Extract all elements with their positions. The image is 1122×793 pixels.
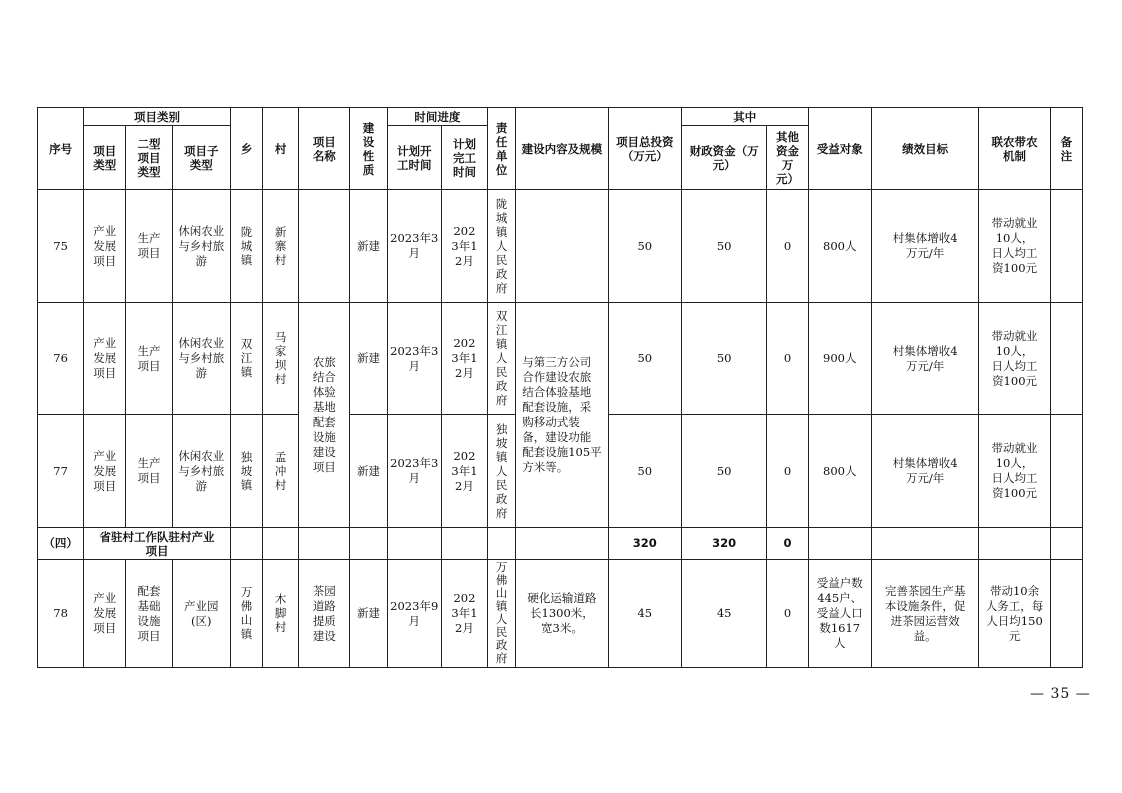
cell-fiscal: 50 xyxy=(681,303,766,415)
section-row xyxy=(38,528,1083,560)
cell-start: 2023年3月 xyxy=(387,303,441,415)
header-other: 其他资金万元） xyxy=(767,126,808,190)
header-proj-name: 项目名称 xyxy=(299,108,350,190)
cell-proj-name-shared: 农旅结合体验基地配套设施建设项目 xyxy=(299,303,350,528)
header-plan-end: 计划完工时间 xyxy=(441,126,487,190)
cell-end: 2023年12月 xyxy=(441,560,487,668)
cell-nature: 新建 xyxy=(350,415,387,528)
cell-unit: 陇城镇人民政府 xyxy=(488,190,516,303)
header-goal: 绩效目标 xyxy=(871,108,979,190)
cell-total: 50 xyxy=(608,303,681,415)
header-row-1 xyxy=(38,108,1083,126)
table-row xyxy=(38,303,1083,415)
cell-proj-type: 产业发展项目 xyxy=(84,190,126,303)
table-row xyxy=(38,190,1083,303)
page-number: — 35 — xyxy=(1030,686,1091,702)
section-other: 0 xyxy=(767,528,808,560)
cell-township: 陇城镇 xyxy=(230,190,262,303)
header-fiscal: 财政资金（万元） xyxy=(681,126,766,190)
cell-mechanism: 带动就业10人，日人均工资100元 xyxy=(979,303,1050,415)
cell-proj-name: 茶园道路提质建设 xyxy=(299,560,350,668)
cell-other: 0 xyxy=(767,415,808,528)
cell-content-shared: 与第三方公司合作建设农旅结合体验基地配套设施，采购移动式装备，建设功能配套设施105平方米等。 xyxy=(516,303,608,528)
cell-nature: 新建 xyxy=(350,190,387,303)
cell-type2: 生产项目 xyxy=(126,303,172,415)
cell-proj-name xyxy=(299,190,350,303)
cell-unit: 独坡镇人民政府 xyxy=(488,415,516,528)
project-table xyxy=(37,107,1083,668)
cell-village: 马家坝村 xyxy=(263,303,299,415)
header-remarks: 备注 xyxy=(1050,108,1082,190)
cell-proj-type: 产业发展项目 xyxy=(84,303,126,415)
cell-nature: 新建 xyxy=(350,560,387,668)
cell-township: 独坡镇 xyxy=(230,415,262,528)
header-beneficiary: 受益对象 xyxy=(808,108,871,190)
cell-subtype: 休闲农业与乡村旅游 xyxy=(172,415,230,528)
cell-seq: 77 xyxy=(38,415,84,528)
cell-unit: 双江镇人民政府 xyxy=(488,303,516,415)
cell-subtype: 休闲农业与乡村旅游 xyxy=(172,190,230,303)
cell-total: 45 xyxy=(608,560,681,668)
cell-end: 2023年12月 xyxy=(441,190,487,303)
section-name: 省驻村工作队驻村产业项目 xyxy=(84,528,231,560)
header-village: 村 xyxy=(263,108,299,190)
cell-remarks xyxy=(1050,303,1082,415)
header-plan-start: 计划开工时间 xyxy=(387,126,441,190)
cell-remarks xyxy=(1050,190,1082,303)
cell-unit: 万佛山镇人民政府 xyxy=(488,560,516,668)
cell-start: 2023年3月 xyxy=(387,190,441,303)
cell-goal: 完善茶园生产基本设施条件，促进茶园运营效益。 xyxy=(871,560,979,668)
header-proj-type: 项目类型 xyxy=(84,126,126,190)
header-subtype: 项目子类型 xyxy=(172,126,230,190)
cell-content xyxy=(516,190,608,303)
cell-type2: 生产项目 xyxy=(126,190,172,303)
header-seq: 序号 xyxy=(38,108,84,190)
cell-township: 双江镇 xyxy=(230,303,262,415)
cell-mechanism: 带动10余人务工，每人日均150元 xyxy=(979,560,1050,668)
cell-beneficiary: 800人 xyxy=(808,415,871,528)
cell-remarks xyxy=(1050,560,1082,668)
section-total: 320 xyxy=(608,528,681,560)
header-type2: 二型项目类型 xyxy=(126,126,172,190)
header-content: 建设内容及规模 xyxy=(516,108,608,190)
cell-fiscal: 50 xyxy=(681,190,766,303)
cell-fiscal: 50 xyxy=(681,415,766,528)
header-township: 乡 xyxy=(230,108,262,190)
cell-other: 0 xyxy=(767,303,808,415)
cell-beneficiary: 受益户数445户、受益人口数1617人 xyxy=(808,560,871,668)
section-fiscal: 320 xyxy=(681,528,766,560)
cell-start: 2023年9月 xyxy=(387,560,441,668)
cell-subtype: 休闲农业与乡村旅游 xyxy=(172,303,230,415)
cell-goal: 村集体增收4万元/年 xyxy=(871,190,979,303)
cell-start: 2023年3月 xyxy=(387,415,441,528)
cell-seq: 76 xyxy=(38,303,84,415)
header-mechanism: 联农带农机制 xyxy=(979,108,1050,190)
header-category: 项目类别 xyxy=(84,108,231,126)
header-unit: 责任单位 xyxy=(488,108,516,190)
cell-fiscal: 45 xyxy=(681,560,766,668)
cell-seq: 78 xyxy=(38,560,84,668)
cell-goal: 村集体增收4万元/年 xyxy=(871,303,979,415)
cell-total: 50 xyxy=(608,415,681,528)
cell-proj-type: 产业发展项目 xyxy=(84,415,126,528)
cell-proj-type: 产业发展项目 xyxy=(84,560,126,668)
cell-village: 孟冲村 xyxy=(263,415,299,528)
cell-type2: 配套基础设施项目 xyxy=(126,560,172,668)
cell-other: 0 xyxy=(767,190,808,303)
cell-goal: 村集体增收4万元/年 xyxy=(871,415,979,528)
cell-subtype: 产业园(区) xyxy=(172,560,230,668)
cell-remarks xyxy=(1050,415,1082,528)
header-progress: 时间进度 xyxy=(387,108,487,126)
cell-nature: 新建 xyxy=(350,303,387,415)
cell-end: 2023年12月 xyxy=(441,303,487,415)
header-nature: 建设性质 xyxy=(350,108,387,190)
cell-other: 0 xyxy=(767,560,808,668)
header-total: 项目总投资（万元） xyxy=(608,108,681,190)
cell-mechanism: 带动就业10人，日人均工资100元 xyxy=(979,415,1050,528)
cell-mechanism: 带动就业10人，日人均工资100元 xyxy=(979,190,1050,303)
cell-village: 木脚村 xyxy=(263,560,299,668)
cell-end: 2023年12月 xyxy=(441,415,487,528)
header-among: 其中 xyxy=(681,108,808,126)
cell-village: 新寨村 xyxy=(263,190,299,303)
cell-total: 50 xyxy=(608,190,681,303)
section-label: （四） xyxy=(38,528,84,560)
cell-type2: 生产项目 xyxy=(126,415,172,528)
cell-content: 硬化运输道路长1300米，宽3米。 xyxy=(516,560,608,668)
cell-beneficiary: 900人 xyxy=(808,303,871,415)
cell-beneficiary: 800人 xyxy=(808,190,871,303)
table-row xyxy=(38,560,1083,668)
cell-township: 万佛山镇 xyxy=(230,560,262,668)
cell-seq: 75 xyxy=(38,190,84,303)
